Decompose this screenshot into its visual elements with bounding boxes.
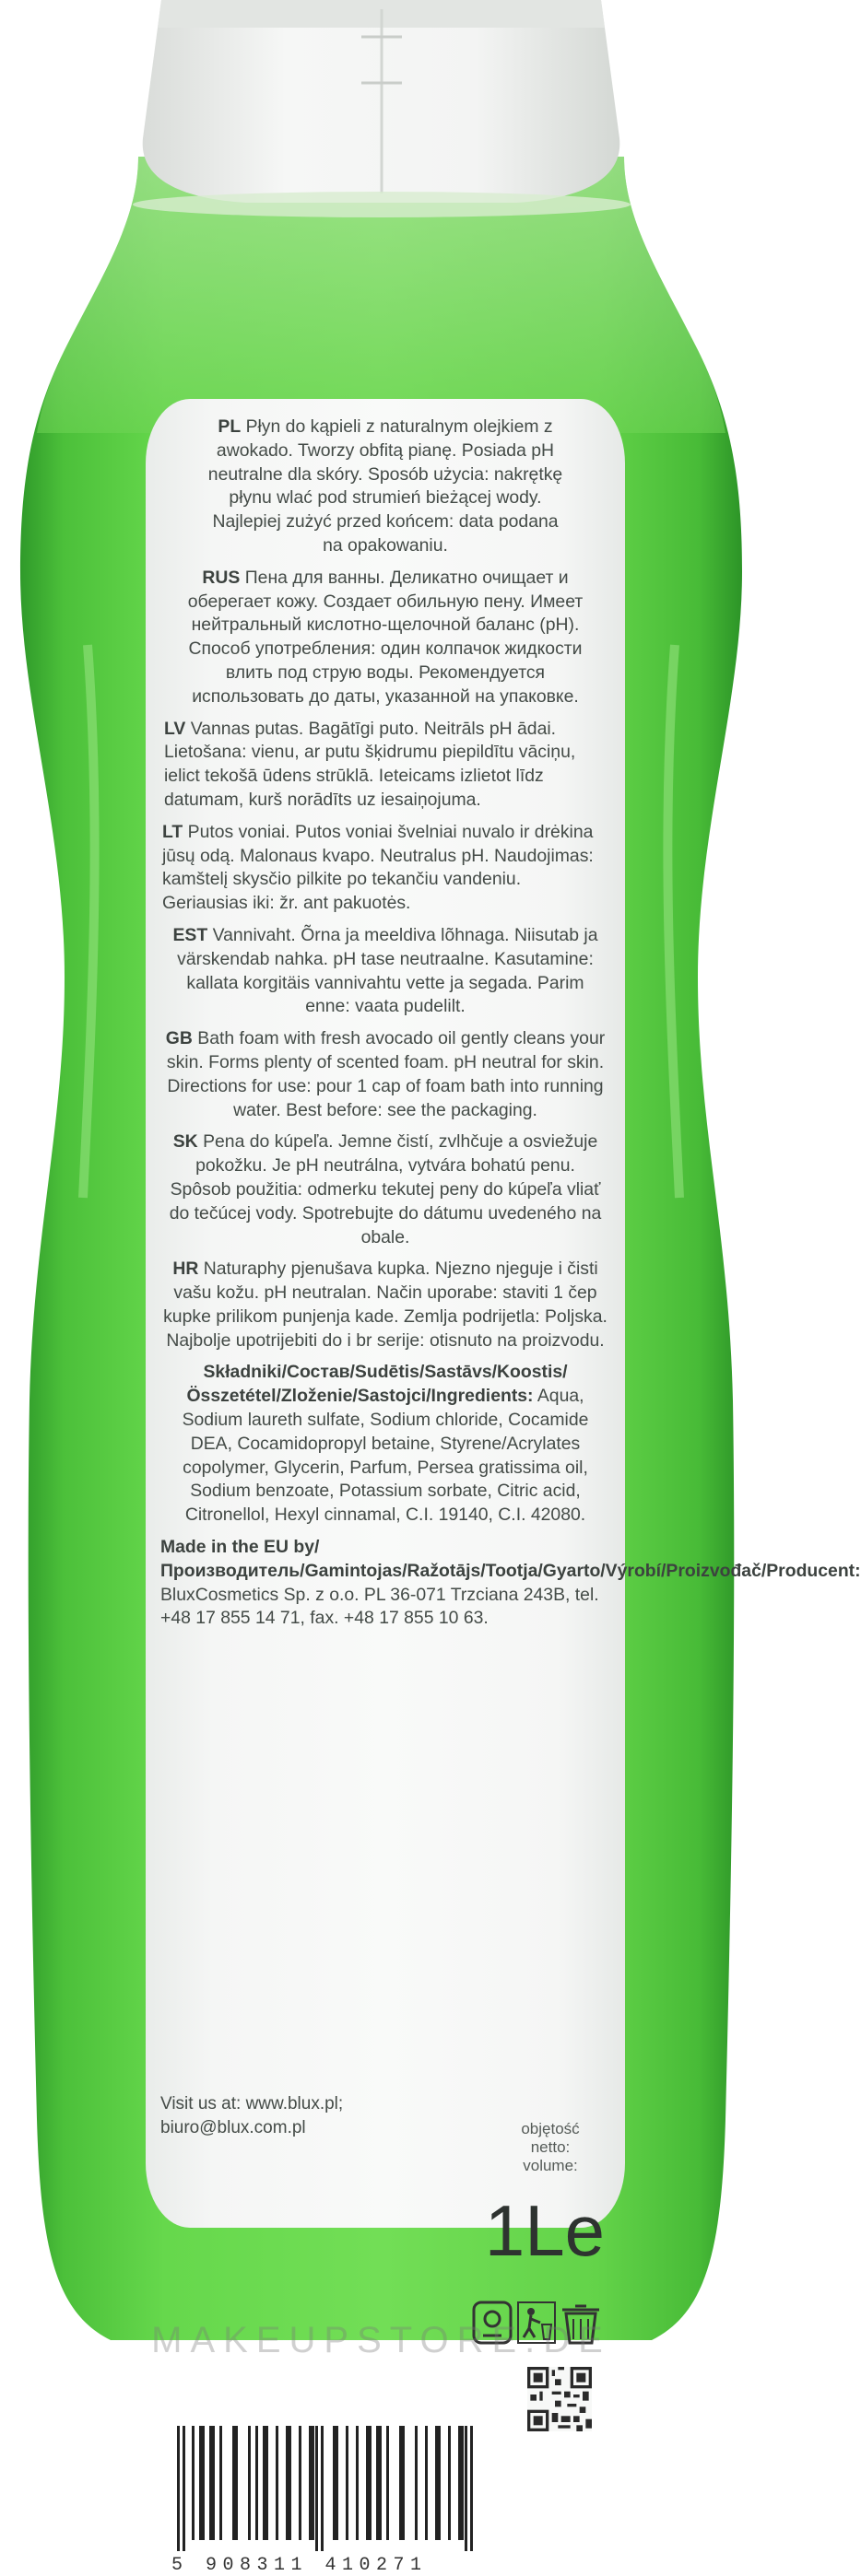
barcode <box>171 2426 559 2555</box>
barcode-bar <box>232 2426 238 2540</box>
barcode-bar <box>425 2426 428 2540</box>
barcode-bar <box>333 2426 338 2540</box>
net-volume-caption: objętość netto: volume: <box>521 2120 580 2174</box>
barcode-bar <box>219 2426 222 2540</box>
barcode-bar <box>263 2426 268 2540</box>
watermark: MAKEUPSTORE.DE <box>151 2320 611 2360</box>
net-volume: 1Le <box>484 2190 605 2271</box>
manufacturer: Made in the EU by/Производитель/Gamintojas/Ražotājs/Tootja/Gyarto/Výrobí/Proizvođač/Producent: BluxCosmetics Sp. z o.o. PL 36-071 Trzciana 243B, tel. +48 17 855 14 71, fax. +48 17 855 10 63. <box>160 1537 861 1629</box>
barcode-bar <box>448 2426 451 2540</box>
label-text-block <box>151 416 861 1639</box>
estimated-sign: e <box>564 2190 605 2271</box>
text-est: EST Vannivaht. Õrna ja meeldiva lõhnaga. Niisutab ja värskendab nahka. pH tase neutraalne. Kasutamine: kallata korgitäis vannivahtu vette ja segada. Parim enne: vaata pudelilt. <box>172 924 598 1017</box>
barcode-bar <box>209 2426 215 2540</box>
barcode-bar <box>276 2426 278 2540</box>
barcode-bar <box>376 2426 382 2540</box>
barcode-bar <box>366 2426 372 2540</box>
contact-info <box>160 2092 343 2140</box>
barcode-bar <box>356 2426 359 2540</box>
barcode-bar <box>309 2426 314 2540</box>
barcode-bar <box>470 2426 473 2551</box>
barcode-bar <box>248 2426 251 2540</box>
barcode-bar <box>415 2426 418 2540</box>
text-lt: LT Putos voniai. Putos voniai švelniai nuvalo ir drėkina jūsų odą. Malonaus kvapo. Neutralus pH. Naudojimas: kamštelį skysčio pilkite po tekančiu vandeniu. Geriausias iki: žr. ant pakuotės. <box>162 821 594 914</box>
barcode-bar <box>435 2426 441 2540</box>
barcode-bar <box>315 2426 318 2551</box>
text-rus: RUS Пена для ванны. Деликатно очищает и оберегает кожу. Создает обильную пену. Имеет нейтральный кислотно-щелочной баланс (pH). Способ употребления: один колпачок жидкости влить под струю воды. Рекомендуется использовать до даты, указанной на упаковке. <box>187 567 584 707</box>
qr-code-icon <box>527 2367 592 2431</box>
barcode-bar <box>192 2426 195 2540</box>
barcode-bar <box>458 2426 464 2540</box>
text-hr: HR Naturaphy pjenušava kupka. Njezno njeguje i čisti vašu kožu. pH neutralan. Način uporabe: staviti 1 čep kupke prilikom punjenja kade. Zemlja podrijetla: Poljska. Najbolje upotrijebiti do i br serije: otisnuto na proizvodu. <box>163 1259 607 1351</box>
barcode-bar <box>321 2426 324 2551</box>
text-lv: LV Vannas putas. Bagātīgi puto. Neitrāls pH ādai. Lietošana: vienu, ar putu šķidrumu piepildītu vāciņu, ielict tekošā ūdens strūklā. Ieteicams izlietot līdz datumam, kurš norādīts uz iesaiņojuma. <box>164 718 576 810</box>
barcode-bar <box>199 2426 205 2540</box>
barcode-bar <box>299 2426 301 2540</box>
barcode-bar <box>183 2426 185 2551</box>
barcode-digits: 5 908311 410271 <box>171 2555 428 2576</box>
barcode-bar <box>286 2426 291 2540</box>
barcode-bar <box>177 2426 180 2551</box>
ingredients: Składniki/Состав/Sudētis/Sastāvs/Koostis/Összetétel/Zloženie/Sastojci/Ingredients: Aqua, Sodium laureth sulfate, Sodium chloride, Cocamide DEA, Cocamidopropyl betaine, Styrene/Acrylates copolymer, Glycerin, Parfum, Persea gratissima oil, Sodium benzoate, Potassium sorbate, Citric acid, Citronellol, Hexyl cinnamal, C.I. 19140, C.I. 42080. <box>182 1362 589 1526</box>
text-pl: PL Płyn do kąpieli z naturalnym olejkiem z awokado. Tworzy obfitą pianę. Posiada pH neutralne dla skóry. Sposób użycia: nakrętkę płynu wlać pod strumień bieżącej wody. Najlepiej zużyć przed końcem: data podana na opakowaniu. <box>207 416 563 556</box>
barcode-bar <box>346 2426 348 2540</box>
text-gb: GB Bath foam with fresh avocado oil gently cleans your skin. Forms plenty of scented foam. pH neutral for skin. Directions for use: pour 1 cap of foam bath into running water. Best before: see the packaging. <box>165 1028 606 1120</box>
barcode-bar <box>399 2426 405 2540</box>
email-text: biuro@blux.com.pl <box>160 2118 306 2137</box>
text-sk: SK Pena do kúpeľa. Jemne čistí, zvlhčuje a osviežuje pokožku. Je pH neutrálna, vytvára bohatú penu. Spôsob použitia: odmerku tekutej peny do kúpeľa vliať do tečúcej vody. Spotrebujte do dátumu uvedeného na obale. <box>169 1131 602 1247</box>
barcode-bar <box>465 2426 467 2551</box>
barcode-bar <box>386 2426 389 2540</box>
website-text: Visit us at: www.blux.pl; <box>160 2094 344 2113</box>
barcode-bar <box>255 2426 258 2540</box>
